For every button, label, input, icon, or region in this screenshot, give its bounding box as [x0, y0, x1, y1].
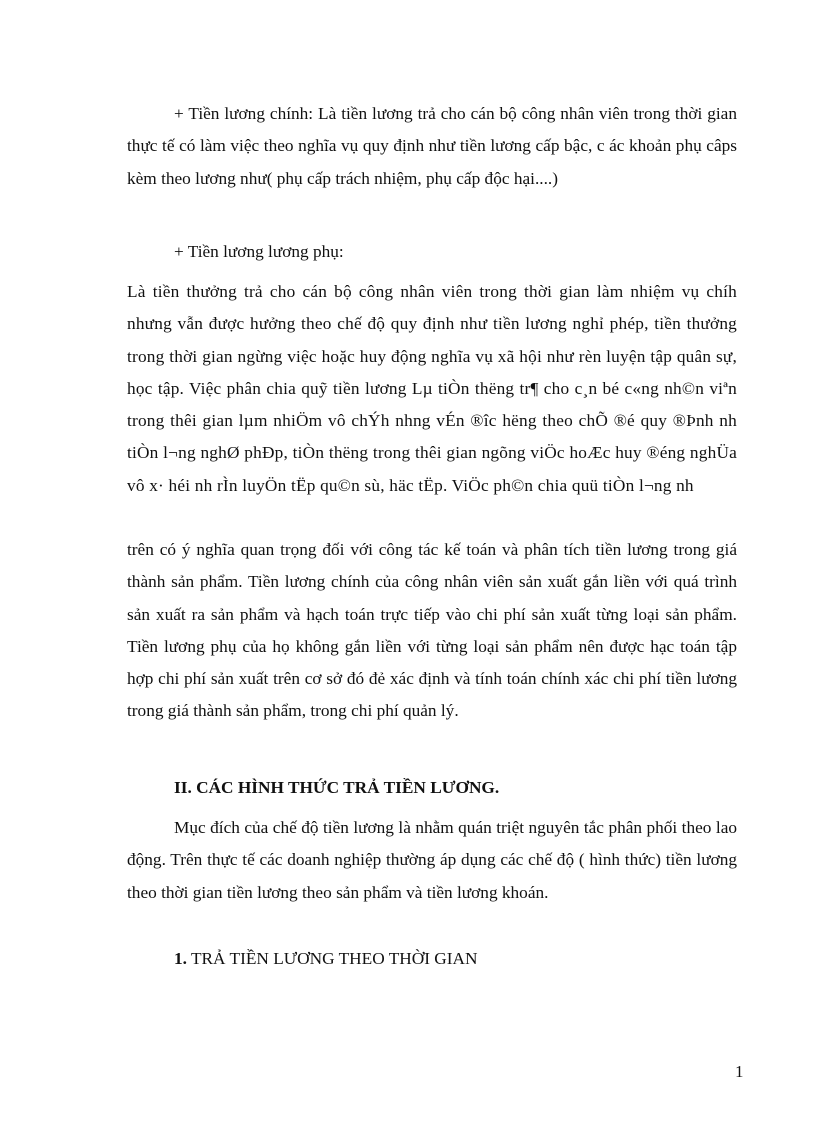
- section-heading-ii: II. CÁC HÌNH THỨC TRẢ TIỀN LƯƠNG.: [174, 778, 500, 797]
- paragraph-tien-luong-chinh: + Tiền lương chính: Là tiền lương trả cho cán bộ công nhân viên trong thời gian thực tế có làm việc theo nghĩa vụ quy định như tiền lương cấp bậc, c ác khoản phụ câps kèm theo lương như( phụ cấp trách nhiệm, phụ cấp độc hại....): [127, 104, 737, 188]
- section-heading-1: [174, 949, 478, 969]
- paragraph-y-nghia: trên có ý nghĩa quan trọng đối với công tác kế toán và phân tích tiền lương trong giá thành sản phẩm. Tiền lương chính của công nhân viên sản xuất gắn liền với quá trình sản xuất ra sản phẩm và hạch toán trực tiếp vào chi phí sản xuất từng loại sản phẩm. Tiền lương phụ của họ không gắn liền với từng loại sản phẩm nên được hạc toán tập hợp chi phí sản xuất trên cơ sở đó đẻ xác định và tính toán chính xác chi phí tiền lương trong giá thành sản phẩm, trong chi phí quản lý.: [127, 540, 737, 721]
- paragraph-muc-dich: Mục đích của chế độ tiền lương là nhằm quán triệt nguyên tắc phân phối theo lao động. Trên thực tế các doanh nghiệp thường áp dụng các chế độ ( hình thức) tiền lương theo thời gian tiền lương theo sản phẩm và tiền lương khoán.: [127, 818, 737, 902]
- section-number: 1.: [174, 949, 187, 968]
- section-heading-1-text: 1. TRẢ TIỀN LƯƠNG THEO THỜI GIAN: [174, 949, 478, 968]
- paragraph-tien-luong-phu-body: Là tiền thưởng trả cho cán bộ công nhân viên trong thời gian làm nhiệm vụ chíh nhưng vẫn được hưởng theo chế độ quy định như tiền lương nghỉ phép, tiền thưởng trong thời gian ngừng việc hoặc huy động nghĩa vụ xã hội như rèn luyện tập quân sự, học tập. Việc phân chia quỹ tiền lương Lµ tiÒn thëng tr¶ cho c¸n bé c«ng nh©n viªn trong thêi gian lµm nhiÖm vô chÝh nhng vÉn ®îc hëng theo chÕ ®é quy ®Þnh nh tiÒn l¬ng nghØ phÐp, tiÒn thëng trong thêi gian ngõng viÖc hoÆc huy ®éng nghÜa vô x· héi nh rÌn luyÖn tËp qu©n sù, häc tËp. ViÖc ph©n chia quü tiÒn l¬ng nh: [127, 282, 737, 495]
- paragraph-tien-luong-phu-heading: + Tiền lương lương phụ:: [174, 242, 344, 261]
- page-number: 1: [735, 1062, 744, 1081]
